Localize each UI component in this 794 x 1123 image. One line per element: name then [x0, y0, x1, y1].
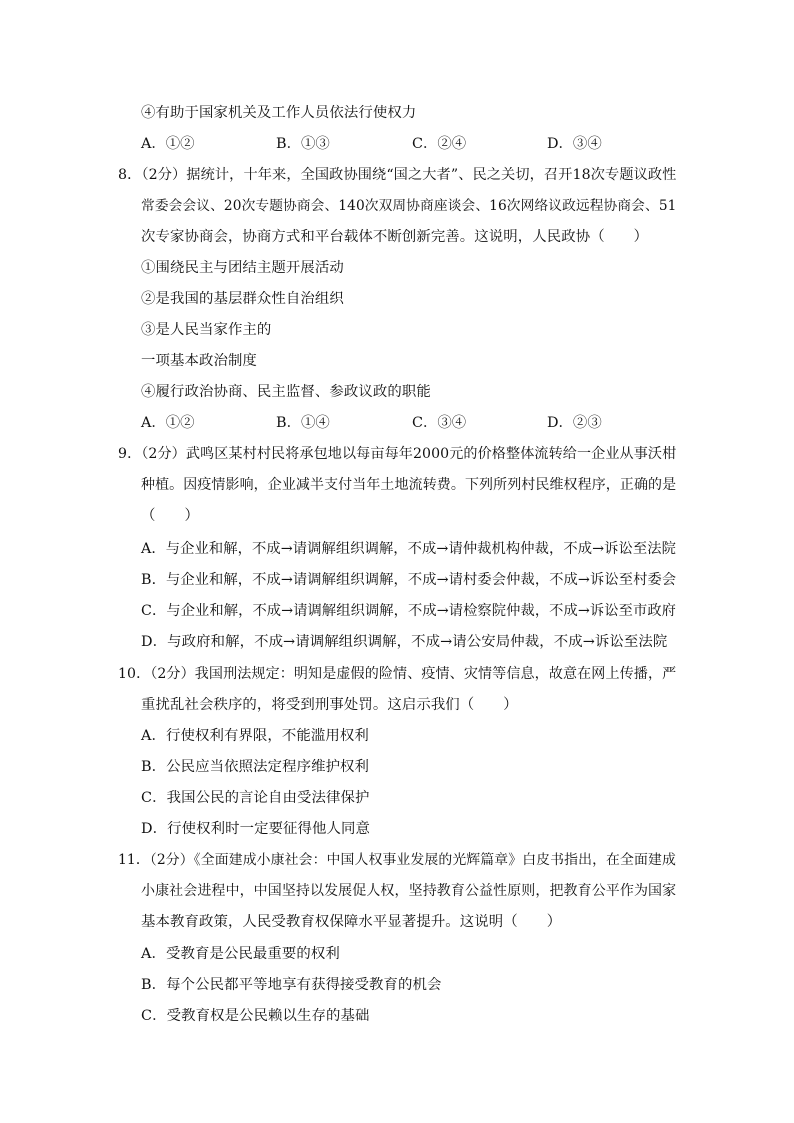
q8-item-2: ②是我国的基层群众性自治组织	[141, 291, 344, 307]
q9-option-a: A．与企业和解，不成→请调解组织调解，不成→请仲裁机构仲裁，不成→诉讼至法院	[141, 541, 676, 557]
q8-item-1: ①围绕民主与团结主题开展活动	[141, 260, 344, 276]
q9-stem-line-2: 种植。因疫情影响，企业减半支付当年土地流转费。下列所列村民维权程序，正确的是	[141, 477, 677, 493]
q10-option-a: A．行使权利有界限，不能滥用权利	[141, 728, 369, 744]
q9-stem-line-1: 9．（2分）武鸣区某村村民将承包地以每亩每年2000元的价格整体流转给一企业从事沃柑	[118, 446, 677, 462]
q11-option-b: B．每个公民都平等地享有获得接受教育的机会	[141, 977, 442, 993]
q11-option-c: C．受教育权是公民赖以生存的基础	[141, 1008, 370, 1024]
q11-stem-line-2: 小康社会进程中，中国坚持以发展促人权，坚持教育公益性原则，把教育公平作为国家	[141, 883, 677, 899]
q8-item-3-cont: 一项基本政治制度	[141, 353, 257, 369]
q10-stem-line-1: 10．（2分）我国刑法规定：明知是虚假的险情、疫情、灾情等信息，故意在网上传播，严	[118, 666, 677, 682]
q9-option-d: D．与政府和解，不成→请调解组织调解，不成→请公安局仲裁，不成→诉讼至法院	[141, 634, 668, 650]
q9-option-b: B．与企业和解，不成→请调解组织调解，不成→请村委会仲裁，不成→诉讼至村委会	[141, 572, 677, 588]
q11-option-a: A．受教育是公民最重要的权利	[141, 946, 340, 962]
q8-option-a: A．①②	[141, 415, 195, 431]
q8-option-b: B．①④	[276, 415, 330, 431]
q10-option-b: B．公民应当依照法定程序维护权利	[141, 759, 370, 775]
q7-option-b: B．①③	[276, 136, 330, 152]
q10-option-d: D．行使权利时一定要征得他人同意	[141, 821, 370, 837]
q7-option-d: D．③④	[547, 136, 602, 152]
q10-option-c: C．我国公民的言论自由受法律保护	[141, 790, 370, 806]
q10-stem-line-2: 重扰乱社会秩序的，将受到刑事处罚。这启示我们（ ）	[141, 697, 518, 713]
q8-option-c: C．③④	[412, 415, 467, 431]
q8-item-4: ④履行政治协商、民主监督、参政议政的职能	[141, 384, 431, 400]
q8-stem-line-2: 常委会会议、20次专题协商会、140次双周协商座谈会、16次网络议政远程协商会、51	[141, 198, 677, 214]
q7-item-4: ④有助于国家机关及工作人员依法行使权力	[141, 105, 417, 121]
q8-option-d: D．②③	[547, 415, 602, 431]
q8-stem-line-1: 8．（2分）据统计，十年来，全国政协围绕“国之大者”、民之关切，召开18次专题议政性	[118, 167, 677, 183]
q7-option-c: C．②④	[412, 136, 467, 152]
q11-stem-line-1: 11．（2分）《全面建成小康社会：中国人权事业发展的光辉篇章》白皮书指出，在全面建成	[118, 852, 676, 868]
q8-stem-line-3: 次专家协商会，协商方式和平台载体不断创新完善。这说明，人民政协（ ）	[141, 229, 649, 245]
q7-option-a: A．①②	[141, 136, 195, 152]
q8-item-3: ③是人民当家作主的	[141, 322, 272, 338]
q9-option-c: C．与企业和解，不成→请调解组织调解，不成→请检察院仲裁，不成→诉讼至市政府	[141, 603, 677, 619]
q11-stem-line-3: 基本教育政策，人民受教育权保障水平显著提升。这说明（ ）	[141, 914, 562, 930]
q9-stem-line-3: （ ）	[141, 508, 199, 524]
